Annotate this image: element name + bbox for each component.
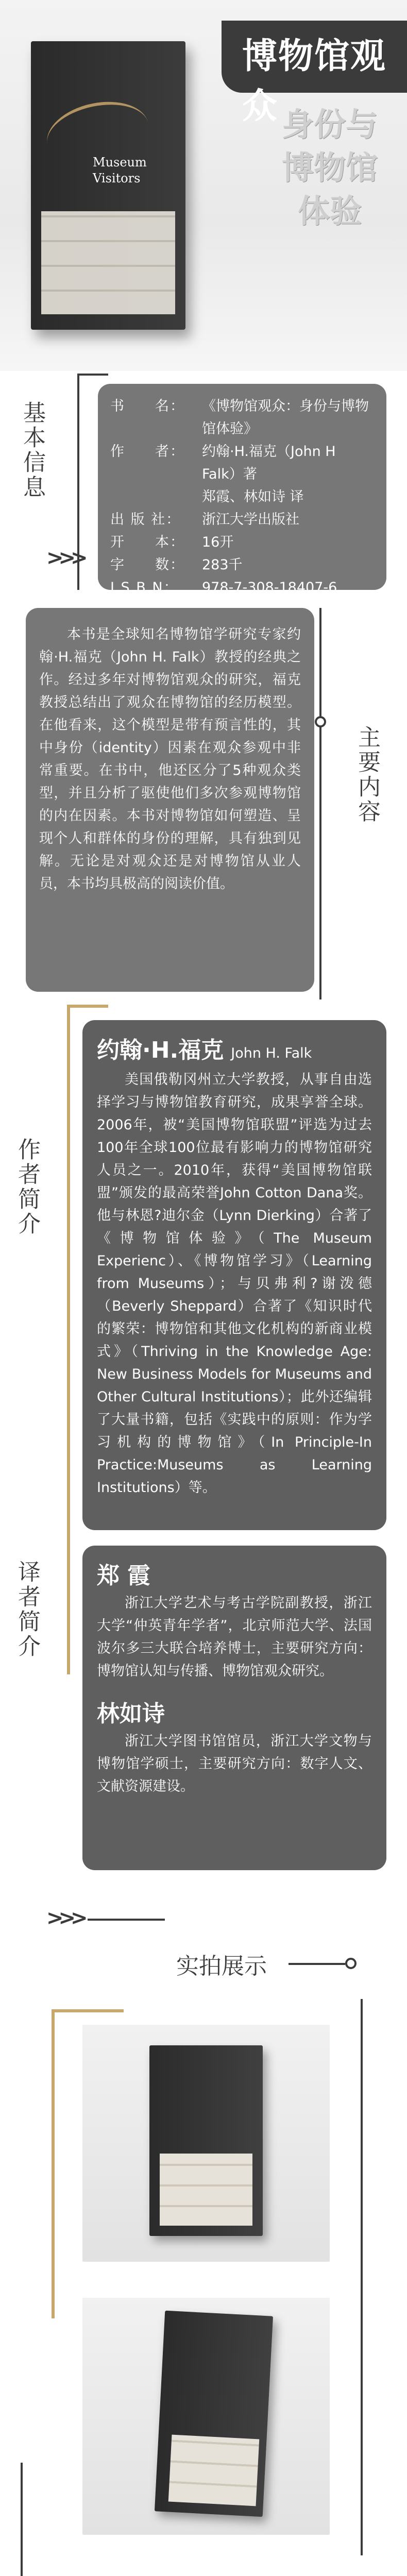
chevron-icon: >>> xyxy=(46,1906,83,1930)
section-heading-author: 作者简介 xyxy=(10,1133,43,1241)
info-row-wordcount: 字 数： 283千 xyxy=(110,557,243,573)
divider-line xyxy=(361,1999,363,2555)
summary-text: 本书是全球知名博物馆学研究专家约翰·H.福克（John H. Falk）教授的经典之作。经过多年对博物馆观众的研究，福克教授总结出了观众在博物馆的经历模型。在他看来，这个模型是带有预言性的，其中身份（identity）因素在观众参观中非常重要。在书中，他还区分了5种观众类型，并且分析了驱使他们多次参观博物馆的内在因素。本书对博物馆如何塑造、呈现个人和群体的身份的理解，具有独到见解。无论是对观众还是对博物馆从业人员，本书均具极高的阅读价值。 xyxy=(39,626,301,892)
page-title: 博物馆观众 xyxy=(242,36,387,127)
author-name: 约翰·H.福克 xyxy=(97,1037,224,1063)
timeline-dot xyxy=(345,1958,357,1969)
photo-book-panels xyxy=(160,2154,252,2226)
translator-name: 郑 霞 xyxy=(97,1563,150,1589)
timeline-dot xyxy=(315,716,326,727)
translator-bio: 浙江大学图书馆馆员，浙江大学文物与博物馆学硕士，主要研究方向：数字人文、文献资源建设。 xyxy=(97,1733,372,1794)
photo-book-angle xyxy=(82,2298,330,2535)
photo-book-front xyxy=(82,2025,330,2262)
translator-bio: 浙江大学艺术与考古学院副教授，浙江大学“仲英青年学者”，北京师范大学、法国波尔多三大联合培养博士，主要研究方向：博物馆认知与传播、博物馆观众研究。 xyxy=(97,1595,372,1679)
section-heading-photos: 实拍展示 xyxy=(170,1947,273,1980)
author-name-en: John H. Falk xyxy=(231,1045,312,1061)
cover-photo-panels xyxy=(41,211,175,314)
gold-divider-line xyxy=(52,2009,124,2012)
summary-card xyxy=(26,608,314,992)
divider-line xyxy=(289,1963,345,1965)
section-heading-content: 主要内容 xyxy=(350,721,383,828)
divider-line xyxy=(21,2463,23,2576)
basic-info-card xyxy=(98,384,386,596)
page-subtitle: 身份与博物馆 体验 xyxy=(281,106,378,230)
chevron-icon: >>> xyxy=(46,546,83,570)
info-row-title: 书 名： 《博物馆观众：身份与博物馆体验》 xyxy=(110,398,369,437)
translator-card xyxy=(82,1546,386,1870)
cover-title: Museum Visitors xyxy=(93,155,147,186)
gold-divider-line xyxy=(67,1005,70,1674)
gold-divider-line xyxy=(52,2009,55,2318)
author-name-row xyxy=(97,1031,372,1064)
divider-line xyxy=(319,608,321,999)
section-heading-basic-info: 基本信息 xyxy=(15,397,48,504)
translator-name: 林如诗 xyxy=(97,1701,165,1727)
info-row-publisher: 出 版 社： 浙江大学出版社 xyxy=(110,512,299,528)
author-card xyxy=(82,1020,386,1530)
divider-line xyxy=(77,374,108,376)
photo-book-panels xyxy=(168,2435,260,2506)
info-row-isbn: I S B N： 978-7-308-18407-6 xyxy=(110,580,337,596)
info-row-translator: 郑霞、林如诗 译 xyxy=(202,489,304,505)
author-bio: 美国俄勒冈州立大学教授，从事自由选择学习与博物馆教育研究，成果享誉全球。2006年，被“美国博物馆联盟”评选为过去100年全球100位最有影响力的博物馆研究人员之一。2010年，获得“美国博物馆联盟”颁发的最高荣誉John Cotton Dana奖。他与林恩?迪尔金（Lynn Dierking）合著了《博物馆体验》（The Museum Experienc）、《博物馆学习》（Learning from Museums）；与贝弗利?谢泼德（Beverly Sheppard）合著了《知识时代的繁荣：博物馆和其他文化机构的新商业模式》（Thriving in the Knowledge Age: New Business Models for Museums and Other Cultural Institutions）；此外还编辑了大量书籍，包括《实践中的原则：作为学习机构的博物馆》（In Principle-In Practice:Museums as Learning Institutions）等。 xyxy=(97,1072,372,1496)
book-cover-image xyxy=(31,41,185,330)
info-row-author: 作 者： 约翰·H.福克（John H Falk）著 xyxy=(110,444,336,482)
info-row-format: 开 本： 16开 xyxy=(110,534,234,550)
divider-line xyxy=(88,1919,165,1921)
gold-divider-line xyxy=(67,1005,108,1008)
section-heading-translator: 译者简介 xyxy=(10,1556,43,1663)
